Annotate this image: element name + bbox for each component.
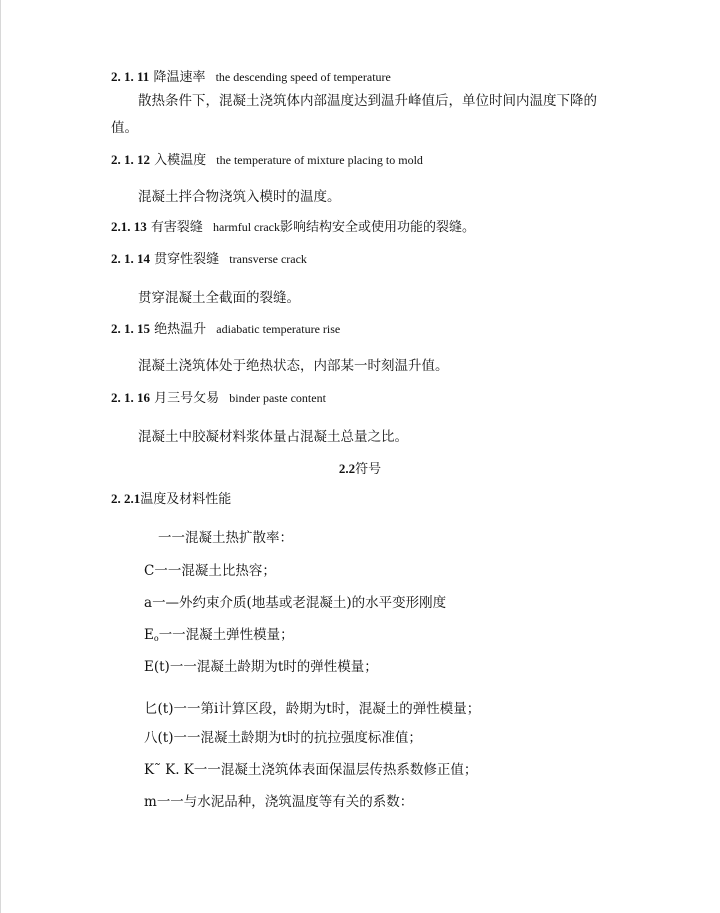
symbol-item xyxy=(144,730,422,746)
symbol: K˜ K. K xyxy=(144,762,194,778)
symbol-item xyxy=(144,659,378,675)
term-definition: 混凝土中胶凝材料浆体量占混凝土总量之比。 xyxy=(138,429,408,445)
symbol-item xyxy=(158,530,293,546)
symbol: E(t) xyxy=(144,659,170,675)
symbol-item xyxy=(144,794,413,810)
term-heading-2-1-11 xyxy=(111,69,391,86)
symbol: C xyxy=(144,563,155,579)
term-cn: 绝热温升 xyxy=(154,322,207,337)
page-left-border xyxy=(0,0,1,913)
term-number: 2. 1. 15 xyxy=(111,321,150,336)
term-definition: 影响结构安全或使用功能的裂缝。 xyxy=(280,220,476,235)
symbol-definition: 一一混凝土龄期为t时的弹性模量； xyxy=(169,659,378,675)
term-heading-2-1-15 xyxy=(111,321,340,338)
term-heading-2-1-14 xyxy=(111,251,307,268)
symbol-definition: 一一与水泥品种，浇筑温度等有关的系数： xyxy=(156,794,414,810)
section-title xyxy=(0,461,720,478)
term-en: harmful crack xyxy=(213,220,281,234)
term-definition: 混凝土浇筑体处于绝热状态，内部某一时刻温升值。 xyxy=(138,358,449,374)
symbol: 匕(t) xyxy=(144,701,174,717)
symbol-definition: 一一混凝土比热容； xyxy=(154,563,276,579)
term-en: adiabatic temperature rise xyxy=(216,322,341,336)
term-definition-line: 值。 xyxy=(111,120,138,136)
term-cn: 月三号攵易 xyxy=(154,391,220,406)
term-heading-2-1-13 xyxy=(111,219,475,236)
subsection-text: 温度及材料性能 xyxy=(140,492,232,507)
symbol-subscript: o xyxy=(153,634,159,643)
term-heading-2-1-16 xyxy=(111,390,326,407)
term-number: 2.1. 13 xyxy=(111,219,147,234)
term-number: 2. 1. 11 xyxy=(111,69,150,84)
symbol-item xyxy=(144,595,446,611)
symbol-item xyxy=(144,563,276,579)
symbol: 八(t) xyxy=(144,730,174,746)
symbol-definition: 一一混凝土龄期为t时的抗拉强度标准值； xyxy=(173,730,422,746)
symbol-definition: 一—外约束介质(地基或老混凝土)的水平变形刚度 xyxy=(152,595,447,611)
term-cn: 入模温度 xyxy=(154,153,207,168)
term-number: 2. 1. 12 xyxy=(111,152,150,167)
term-en: the temperature of mixture placing to mold xyxy=(216,153,423,167)
symbol-item xyxy=(144,627,294,647)
symbol-definition: 一一混凝土浇筑体表面保温层传热系数修正值； xyxy=(193,762,478,778)
term-definition: 贯穿混凝土全截面的裂缝。 xyxy=(138,290,300,306)
subsection-number: 2. 2.1 xyxy=(111,491,141,506)
section-number: 2.2 xyxy=(338,461,356,476)
term-definition: 混凝土拌合物浇筑入模时的温度。 xyxy=(138,189,341,205)
term-en: the descending speed of temperature xyxy=(215,70,391,84)
symbol-item xyxy=(144,701,480,717)
term-en: binder paste content xyxy=(229,391,326,405)
term-cn: 降温速率 xyxy=(153,70,206,85)
symbol-definition: 一一混凝土弹性模量； xyxy=(158,627,294,643)
term-heading-2-1-12 xyxy=(111,152,423,169)
subsection-heading xyxy=(111,491,231,508)
term-cn: 贯穿性裂缝 xyxy=(154,252,220,267)
symbol-definition: 一一第i计算区段，龄期为t时，混凝土的弹性模量； xyxy=(173,701,481,717)
symbol-item xyxy=(144,762,477,778)
symbol: a xyxy=(144,595,153,611)
section-text: 符号 xyxy=(355,462,382,477)
term-number: 2. 1. 16 xyxy=(111,390,150,405)
term-definition-line: 散热条件下，混凝土浇筑体内部温度达到温升峰值后，单位时间内温度下降的 xyxy=(138,93,597,109)
term-number: 2. 1. 14 xyxy=(111,251,150,266)
symbol: E xyxy=(144,627,154,643)
term-cn: 有害裂缝 xyxy=(150,220,203,235)
term-en: transverse crack xyxy=(229,252,307,266)
symbol: m xyxy=(144,794,157,810)
symbol-definition: 一一混凝土热扩散率： xyxy=(158,530,293,546)
